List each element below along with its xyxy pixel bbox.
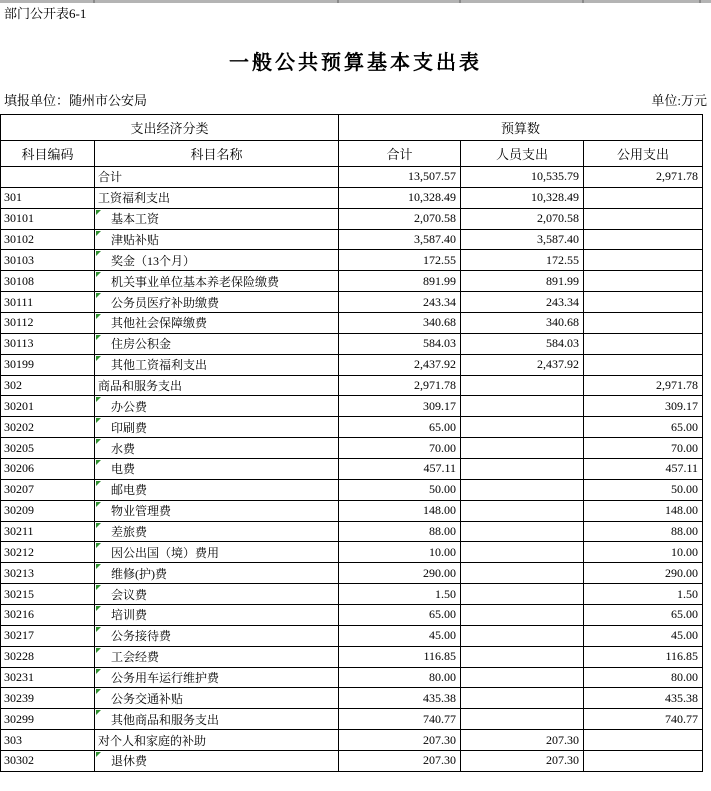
cell-public[interactable]: 45.00	[584, 625, 703, 646]
cell-total[interactable]: 207.30	[339, 730, 461, 751]
cell-total[interactable]: 1.50	[339, 584, 461, 605]
green-triangle-icon	[96, 523, 101, 528]
table-row	[1, 375, 703, 396]
table-row	[1, 605, 703, 626]
cell-total[interactable]: 65.00	[339, 417, 461, 438]
cell-subject-name[interactable]	[95, 479, 339, 500]
header-columns-row	[1, 141, 703, 167]
meta-row	[4, 93, 707, 109]
cell-subject-name[interactable]	[95, 208, 339, 229]
cell-personnel[interactable]: 3,587.40	[461, 229, 584, 250]
reporting-unit-label: 填报单位：随州市公安局	[4, 93, 148, 108]
table-row	[1, 396, 703, 417]
cell-personnel[interactable]	[461, 542, 584, 563]
cell-personnel[interactable]	[461, 709, 584, 730]
table-row	[1, 709, 703, 730]
cell-personnel[interactable]: 2,437.92	[461, 354, 584, 375]
subject-name-text: 工会经费	[111, 650, 160, 665]
cell-public[interactable]: 80.00	[584, 667, 703, 688]
cell-subject-code[interactable]: 30231	[1, 667, 95, 688]
cell-subject-name[interactable]	[95, 625, 339, 646]
cell-personnel[interactable]	[461, 438, 584, 459]
header-budget-figures[interactable]: 预算数	[339, 115, 703, 141]
column-divider-tick	[93, 0, 95, 3]
cell-total[interactable]: 435.38	[339, 688, 461, 709]
green-triangle-icon	[96, 314, 101, 319]
cell-subject-code[interactable]: 30239	[1, 688, 95, 709]
cell-subject-code[interactable]: 30108	[1, 271, 95, 292]
cell-public[interactable]	[584, 333, 703, 354]
subject-name-text: 工资福利支出	[98, 191, 171, 206]
cell-subject-name[interactable]	[95, 167, 339, 188]
table-row	[1, 229, 703, 250]
cell-personnel[interactable]	[461, 479, 584, 500]
subject-name-text: 维修(护)费	[111, 566, 167, 581]
cell-subject-code[interactable]: 30111	[1, 292, 95, 313]
subject-name-text: 其他工资福利支出	[111, 358, 208, 373]
table-row	[1, 459, 703, 480]
cell-total[interactable]: 172.55	[339, 250, 461, 271]
cell-subject-name[interactable]	[95, 751, 339, 772]
cell-subject-code[interactable]: 30113	[1, 333, 95, 354]
header-total[interactable]: 合计	[339, 141, 461, 167]
cell-public[interactable]: 88.00	[584, 521, 703, 542]
table-row	[1, 333, 703, 354]
cell-subject-code[interactable]: 30206	[1, 459, 95, 480]
cell-subject-name[interactable]	[95, 354, 339, 375]
cell-total[interactable]: 2,070.58	[339, 208, 461, 229]
subject-name-text: 差旅费	[111, 525, 148, 540]
cell-public[interactable]: 70.00	[584, 438, 703, 459]
cell-public[interactable]: 10.00	[584, 542, 703, 563]
green-triangle-icon	[96, 481, 101, 486]
cell-total[interactable]: 10,328.49	[339, 187, 461, 208]
cell-public[interactable]: 65.00	[584, 605, 703, 626]
subject-name-text: 印刷费	[111, 420, 148, 435]
subject-name-text: 电费	[111, 462, 136, 477]
subject-name-text: 基本工资	[111, 212, 160, 227]
cell-subject-name[interactable]	[95, 438, 339, 459]
cell-total[interactable]: 309.17	[339, 396, 461, 417]
cell-public[interactable]	[584, 250, 703, 271]
cell-subject-name[interactable]	[95, 709, 339, 730]
table-row	[1, 479, 703, 500]
cell-total[interactable]: 3,587.40	[339, 229, 461, 250]
cell-subject-code[interactable]: 30228	[1, 646, 95, 667]
budget-table	[0, 114, 703, 772]
table-row	[1, 563, 703, 584]
cell-subject-code[interactable]: 30207	[1, 479, 95, 500]
table-row	[1, 667, 703, 688]
cell-subject-name[interactable]	[95, 313, 339, 334]
cell-subject-code[interactable]: 30299	[1, 709, 95, 730]
table-row	[1, 167, 703, 188]
cell-subject-name[interactable]	[95, 271, 339, 292]
excel-column-header-strip	[0, 0, 711, 3]
cell-personnel[interactable]	[461, 500, 584, 521]
subject-name-text: 公务接待费	[111, 629, 172, 644]
cell-public[interactable]: 290.00	[584, 563, 703, 584]
cell-subject-name[interactable]	[95, 229, 339, 250]
cell-personnel[interactable]: 10,535.79	[461, 167, 584, 188]
cell-personnel[interactable]	[461, 625, 584, 646]
cell-subject-name[interactable]	[95, 333, 339, 354]
cell-total[interactable]: 50.00	[339, 479, 461, 500]
cell-subject-name[interactable]	[95, 667, 339, 688]
cell-total[interactable]: 45.00	[339, 625, 461, 646]
green-triangle-icon	[96, 439, 101, 444]
table-row	[1, 208, 703, 229]
cell-subject-code[interactable]: 30112	[1, 313, 95, 334]
cell-subject-code[interactable]: 30199	[1, 354, 95, 375]
subject-name-text: 对个人和家庭的补助	[98, 733, 207, 748]
header-subject-name[interactable]: 科目名称	[95, 141, 339, 167]
page-title: 一般公共预算基本支出表	[229, 52, 482, 74]
cell-total[interactable]: 584.03	[339, 333, 461, 354]
table-row	[1, 271, 703, 292]
cell-subject-name[interactable]	[95, 417, 339, 438]
cell-personnel[interactable]: 2,070.58	[461, 208, 584, 229]
cell-total[interactable]: 891.99	[339, 271, 461, 292]
cell-subject-code[interactable]: 303	[1, 730, 95, 751]
cell-personnel[interactable]	[461, 667, 584, 688]
green-triangle-icon	[96, 564, 101, 569]
cell-public[interactable]: 2,971.78	[584, 167, 703, 188]
cell-subject-name[interactable]	[95, 730, 339, 751]
green-triangle-icon	[96, 335, 101, 340]
cell-total[interactable]: 740.77	[339, 709, 461, 730]
table-row	[1, 688, 703, 709]
cell-subject-name[interactable]	[95, 459, 339, 480]
subject-name-text: 机关事业单位基本养老保险缴费	[111, 274, 280, 289]
subject-name-text: 退休费	[111, 754, 148, 769]
cell-public[interactable]	[584, 354, 703, 375]
cell-total[interactable]: 2,971.78	[339, 375, 461, 396]
cell-total[interactable]: 65.00	[339, 605, 461, 626]
cell-personnel[interactable]: 584.03	[461, 333, 584, 354]
green-triangle-icon	[96, 627, 101, 632]
cell-public[interactable]	[584, 271, 703, 292]
green-triangle-icon	[96, 689, 101, 694]
cell-subject-code[interactable]: 30302	[1, 751, 95, 772]
cell-personnel[interactable]	[461, 417, 584, 438]
cell-total[interactable]: 148.00	[339, 500, 461, 521]
cell-personnel[interactable]	[461, 605, 584, 626]
cell-personnel[interactable]: 172.55	[461, 250, 584, 271]
table-row	[1, 354, 703, 375]
cell-total[interactable]: 88.00	[339, 521, 461, 542]
cell-subject-code[interactable]: 30215	[1, 584, 95, 605]
header-personnel-expense[interactable]: 人员支出	[461, 141, 584, 167]
cell-subject-name[interactable]	[95, 605, 339, 626]
cell-public[interactable]	[584, 229, 703, 250]
header-group-row	[1, 115, 703, 141]
cell-subject-name[interactable]	[95, 396, 339, 417]
cell-personnel[interactable]: 891.99	[461, 271, 584, 292]
cell-public[interactable]: 1.50	[584, 584, 703, 605]
cell-public[interactable]: 148.00	[584, 500, 703, 521]
cell-personnel[interactable]: 243.34	[461, 292, 584, 313]
subject-name-text: 公务交通补贴	[111, 691, 184, 706]
green-triangle-icon	[96, 293, 101, 298]
column-divider-tick	[459, 0, 461, 3]
cell-subject-code[interactable]: 30213	[1, 563, 95, 584]
cell-personnel[interactable]: 10,328.49	[461, 187, 584, 208]
cell-total[interactable]: 290.00	[339, 563, 461, 584]
green-triangle-icon	[96, 606, 101, 611]
green-triangle-icon	[96, 210, 101, 215]
cell-personnel[interactable]: 340.68	[461, 313, 584, 334]
header-expense-classification[interactable]: 支出经济分类	[1, 115, 339, 141]
cell-subject-code[interactable]: 30209	[1, 500, 95, 521]
cell-total[interactable]: 207.30	[339, 751, 461, 772]
table-row	[1, 730, 703, 751]
cell-public[interactable]: 435.38	[584, 688, 703, 709]
cell-public[interactable]	[584, 208, 703, 229]
cell-public[interactable]: 457.11	[584, 459, 703, 480]
cell-public[interactable]	[584, 292, 703, 313]
subject-name-text: 培训费	[111, 608, 148, 623]
unit-label: 单位:万元	[651, 93, 707, 108]
cell-total[interactable]: 340.68	[339, 313, 461, 334]
subject-name-text: 水费	[111, 441, 136, 456]
budget-table-body	[1, 167, 703, 772]
cell-subject-name[interactable]	[95, 646, 339, 667]
subject-name-text: 合计	[98, 170, 123, 185]
cell-subject-name[interactable]	[95, 521, 339, 542]
table-row	[1, 438, 703, 459]
cell-subject-code[interactable]: 30212	[1, 542, 95, 563]
subject-name-text: 办公费	[111, 399, 148, 414]
table-row	[1, 646, 703, 667]
table-row	[1, 313, 703, 334]
green-triangle-icon	[96, 710, 101, 715]
column-divider-tick	[337, 0, 339, 3]
cell-personnel[interactable]	[461, 563, 584, 584]
cell-personnel[interactable]	[461, 688, 584, 709]
doc-label: 部门公开表6-1	[4, 6, 87, 21]
cell-personnel[interactable]	[461, 396, 584, 417]
green-triangle-icon	[96, 752, 101, 757]
cell-subject-code[interactable]: 301	[1, 187, 95, 208]
cell-public[interactable]: 2,971.78	[584, 375, 703, 396]
cell-total[interactable]: 2,437.92	[339, 354, 461, 375]
cell-subject-code[interactable]: 30205	[1, 438, 95, 459]
cell-public[interactable]: 50.00	[584, 479, 703, 500]
cell-public[interactable]: 309.17	[584, 396, 703, 417]
cell-public[interactable]	[584, 313, 703, 334]
cell-subject-name[interactable]	[95, 187, 339, 208]
cell-subject-name[interactable]	[95, 375, 339, 396]
cell-public[interactable]	[584, 751, 703, 772]
cell-total[interactable]: 13,507.57	[339, 167, 461, 188]
cell-subject-code[interactable]: 30103	[1, 250, 95, 271]
table-row	[1, 521, 703, 542]
cell-subject-name[interactable]	[95, 542, 339, 563]
cell-total[interactable]: 80.00	[339, 667, 461, 688]
cell-personnel[interactable]: 207.30	[461, 751, 584, 772]
table-row	[1, 187, 703, 208]
cell-public[interactable]: 65.00	[584, 417, 703, 438]
cell-personnel[interactable]	[461, 584, 584, 605]
cell-subject-name[interactable]	[95, 250, 339, 271]
cell-subject-name[interactable]	[95, 292, 339, 313]
cell-subject-code[interactable]: 302	[1, 375, 95, 396]
table-row	[1, 751, 703, 772]
cell-subject-name[interactable]	[95, 563, 339, 584]
cell-subject-code[interactable]: 30216	[1, 605, 95, 626]
cell-subject-name[interactable]	[95, 584, 339, 605]
green-triangle-icon	[96, 251, 101, 256]
table-row	[1, 542, 703, 563]
cell-total[interactable]: 70.00	[339, 438, 461, 459]
table-row	[1, 250, 703, 271]
budget-table-header	[1, 115, 703, 167]
green-triangle-icon	[96, 585, 101, 590]
green-triangle-icon	[96, 460, 101, 465]
cell-public[interactable]: 116.85	[584, 646, 703, 667]
cell-total[interactable]: 457.11	[339, 459, 461, 480]
cell-total[interactable]: 243.34	[339, 292, 461, 313]
subject-name-text: 公务员医疗补助缴费	[111, 295, 220, 310]
cell-subject-name[interactable]	[95, 688, 339, 709]
table-row	[1, 292, 703, 313]
subject-name-text: 公务用车运行维护费	[111, 671, 220, 686]
cell-personnel[interactable]: 207.30	[461, 730, 584, 751]
cell-public[interactable]: 740.77	[584, 709, 703, 730]
cell-subject-code[interactable]: 30201	[1, 396, 95, 417]
column-divider-tick	[699, 0, 701, 3]
cell-subject-code[interactable]: 30101	[1, 208, 95, 229]
cell-personnel[interactable]	[461, 459, 584, 480]
cell-subject-code[interactable]	[1, 167, 95, 188]
green-triangle-icon	[96, 669, 101, 674]
cell-subject-code[interactable]: 30211	[1, 521, 95, 542]
cell-subject-code[interactable]: 30202	[1, 417, 95, 438]
cell-subject-name[interactable]	[95, 500, 339, 521]
cell-total[interactable]: 116.85	[339, 646, 461, 667]
cell-personnel[interactable]	[461, 646, 584, 667]
cell-subject-code[interactable]: 30102	[1, 229, 95, 250]
table-row	[1, 625, 703, 646]
table-row	[1, 584, 703, 605]
subject-name-text: 会议费	[111, 587, 148, 602]
green-triangle-icon	[96, 356, 101, 361]
subject-name-text: 商品和服务支出	[98, 379, 183, 394]
subject-name-text: 邮电费	[111, 483, 148, 498]
cell-total[interactable]: 10.00	[339, 542, 461, 563]
subject-name-text: 其他社会保障缴费	[111, 316, 208, 331]
table-row	[1, 417, 703, 438]
subject-name-text: 其他商品和服务支出	[111, 712, 220, 727]
cell-subject-code[interactable]: 30217	[1, 625, 95, 646]
green-triangle-icon	[96, 648, 101, 653]
green-triangle-icon	[96, 272, 101, 277]
green-triangle-icon	[96, 502, 101, 507]
table-row	[1, 500, 703, 521]
header-subject-code[interactable]: 科目编码	[1, 141, 95, 167]
column-divider-tick	[582, 0, 584, 3]
cell-public[interactable]	[584, 187, 703, 208]
subject-name-text: 奖金（13个月）	[111, 253, 196, 268]
cell-public[interactable]	[584, 730, 703, 751]
green-triangle-icon	[96, 418, 101, 423]
header-public-expense[interactable]: 公用支出	[584, 141, 703, 167]
subject-name-text: 因公出国（境）费用	[111, 545, 220, 560]
cell-personnel[interactable]	[461, 375, 584, 396]
subject-name-text: 住房公积金	[111, 337, 172, 352]
green-triangle-icon	[96, 231, 101, 236]
green-triangle-icon	[96, 397, 101, 402]
subject-name-text: 津贴补贴	[111, 233, 160, 247]
subject-name-text: 物业管理费	[111, 504, 172, 519]
cell-personnel[interactable]	[461, 521, 584, 542]
green-triangle-icon	[96, 543, 101, 548]
